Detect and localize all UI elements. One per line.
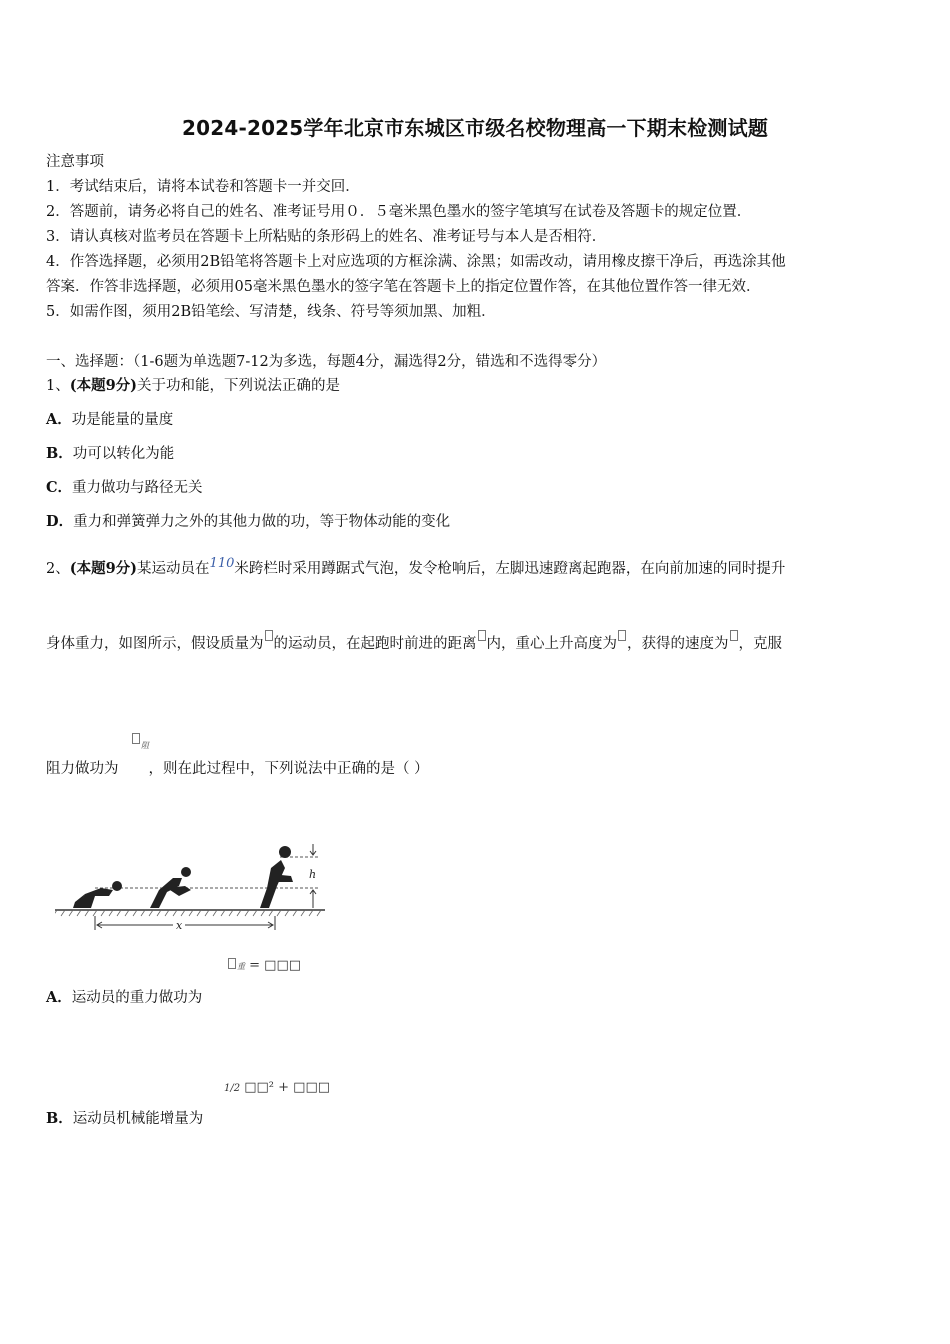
note-item: 答案．作答非选择题，必须用05毫米黑色墨水的签字笔在答题卡上的指定位置作答，在其他位置作答一律无效．: [46, 279, 761, 295]
q1-option-a: A．功是能量的量度: [46, 411, 174, 428]
optA-formula: 重 = □□□: [227, 958, 301, 973]
note-item: 1．考试结束后，请将本试卷和答题卡一并交回．: [46, 179, 360, 195]
sprinter-figure: [55, 838, 335, 938]
note-item: 5．如需作图，须用2B铅笔绘、写清楚，线条、符号等须加黑、加粗．: [46, 304, 496, 320]
q2-option-b: B．运动员机械能增量为: [46, 1110, 204, 1127]
resistance-work-symbol: 阻: [131, 733, 149, 752]
height-label: h: [309, 868, 317, 881]
question-2-line3: 阻力做功为 ，则在此过程中，下列说法中正确的是（ ）: [46, 761, 429, 777]
question-2-line1: 2、(本题9分)某运动员在110米跨栏时采用蹲踞式气泡，发令枪响后，左脚迅速蹬离起跑器，在向前加速的同时提升: [46, 556, 786, 577]
note-item: 2．答题前，请务必将自己的姓名、准考证号用０．５毫米黑色墨水的签字笔填写在试卷及答题卡的规定位置．: [46, 204, 752, 220]
q1-option-b: B．功可以转化为能: [46, 445, 175, 462]
optB-formula: 1/2 □□² + □□□: [224, 1080, 331, 1095]
note-item: 3．请认真核对监考员在答题卡上所粘贴的条形码上的姓名、准考证号与本人是否相符．: [46, 229, 607, 245]
question-2-line2: 身体重力，如图所示，假设质量为 的运动员，在起跑时前进的距离 内，重心上升高度为 ，获得的速度为 ，克服: [46, 634, 782, 654]
section-heading: 一、选择题：（1-6题为单选题7-12为多选，每题4分，漏选得2分，错选和不选得零分）: [46, 354, 607, 370]
notes-heading: 注意事项: [46, 154, 104, 170]
q1-option-d: D．重力和弹簧弹力之外的其他力做的功，等于物体动能的变化: [46, 513, 451, 530]
q2-option-a: A．运动员的重力做功为: [46, 989, 203, 1006]
question-1-stem: 1、(本题9分)关于功和能，下列说法正确的是: [46, 377, 341, 394]
q1-option-c: C．重力做功与路径无关: [46, 479, 203, 496]
note-item: 4．作答选择题，必须用2B铅笔将答题卡上对应选项的方框涂满、涂黑；如需改动，请用橡皮擦干净后，再选涂其他: [46, 254, 786, 270]
distance-label: x: [176, 919, 183, 932]
page-title: 2024-2025学年北京市东城区市级名校物理高一下期末检测试题: [181, 116, 769, 140]
